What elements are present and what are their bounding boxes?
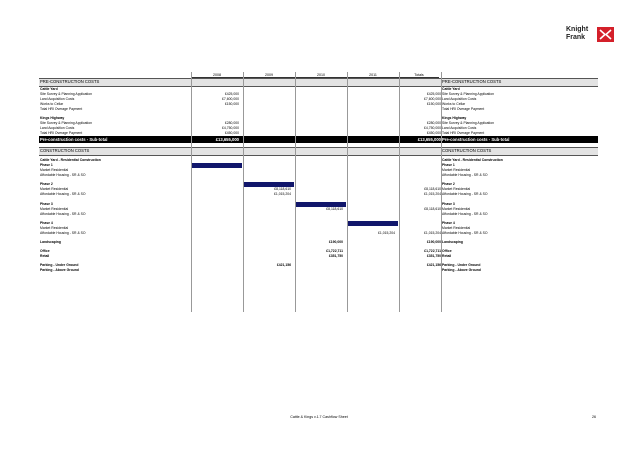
year-2008: 2008 [213, 73, 221, 77]
value-total: £1,722,711 [424, 249, 441, 254]
row-landscaping [39, 240, 598, 245]
year-totals: Totals [414, 73, 424, 77]
subtotal-total: £13,655,000 [417, 137, 441, 143]
value-2010: £351,750 [328, 254, 343, 259]
value-2008: £4,750,000 [222, 126, 239, 131]
table-row [39, 173, 598, 178]
row-label: Land Acquisition Costs [40, 96, 75, 101]
row-label-right: Total HRI Overage Payment [442, 106, 485, 111]
value-total: £150,000 [426, 101, 441, 106]
row-label: Site Survey & Planning Application [40, 121, 93, 126]
parking-under-label-right: Parking - Under Ground [442, 263, 481, 268]
knight-frank-logo [566, 26, 626, 48]
subtotal-label-right: Pre-construction costs - Sub-total [442, 137, 510, 143]
row-label: Affordable Housing - SR & SO [40, 192, 86, 197]
parking-above-label: Parking - Above Ground [40, 268, 79, 273]
phase-1-title-right: Phase 1 [442, 162, 455, 167]
row-label: Affordable Housing - SR & SO [40, 230, 86, 235]
year-2011: 2011 [369, 73, 377, 77]
value-2008: £450,000 [224, 131, 239, 136]
table-row [39, 231, 598, 236]
retail-label: Retail [40, 254, 50, 259]
row-label: Total HRI Overage Payment [40, 131, 83, 136]
logo-line-1: Knight [566, 26, 589, 33]
value-total: £280,000 [426, 121, 441, 126]
row-label-right: Total HRI Overage Payment [442, 131, 485, 136]
value-2010: £8,118,610 [326, 206, 343, 211]
cattle-yard-label-right: Cattle Yard [442, 86, 460, 91]
pre-construction-header [39, 78, 598, 87]
row-label: Site Survey & Planning Application [40, 91, 93, 96]
parking-under-label: Parking - Under Ground [40, 263, 79, 268]
office-label-right: Office [442, 249, 452, 254]
pre-construction-title-right: PRE-CONSTRUCTION COSTS [442, 79, 502, 84]
footer-text: Cattle & Kings v.1.7 Cashflow Sheet [290, 415, 348, 419]
row-label-right: Market Residential [442, 168, 471, 173]
retail-label-right: Retail [442, 254, 452, 259]
subtotal-label: Pre-construction costs - Sub-total [40, 137, 108, 143]
value-total: £450,000 [426, 131, 441, 136]
value-total: £190,000 [426, 240, 441, 245]
phase-4-title: Phase 4 [40, 220, 53, 225]
row-label-right: Works to Cellar [442, 101, 466, 106]
value-2009: £1,015,204 [274, 192, 291, 197]
phase-3-title-right: Phase 3 [442, 201, 455, 206]
kings-highway-label-right: Kings Highway [442, 115, 467, 120]
logo-mark-icon [597, 27, 614, 42]
value-2008: £150,000 [224, 101, 239, 106]
phase-2-title: Phase 2 [40, 182, 53, 187]
cattle-yard-label: Cattle Yard [40, 86, 58, 91]
construction-title-right: CONSTRUCTION COSTS [442, 148, 492, 154]
value-total: £421,156 [426, 263, 441, 268]
column-divider [191, 72, 192, 312]
row-label-right: Land Acquisition Costs [442, 126, 477, 131]
logo-text [566, 26, 588, 42]
row-label: Market Residential [40, 225, 69, 230]
row-label-right: Affordable Housing - SR & SO [442, 192, 488, 197]
value-total: £8,118,610 [424, 187, 441, 192]
value-2008: £425,000 [224, 91, 239, 96]
kings-highway-label: Kings Highway [40, 115, 65, 120]
row-label-right: Site Survey & Planning Application [442, 91, 495, 96]
row-parking-above [39, 268, 598, 273]
row-label-right: Site Survey & Planning Application [442, 121, 495, 126]
row-label-right: Land Acquisition Costs [442, 96, 477, 101]
column-divider [243, 72, 244, 312]
row-label: Total HRI Overage Payment [40, 106, 83, 111]
page-number: 26 [592, 415, 596, 419]
value-2009: £421,156 [276, 263, 291, 268]
phase-2-title-right: Phase 2 [442, 182, 455, 187]
column-divider [295, 72, 296, 312]
value-total: £1,015,204 [424, 230, 441, 235]
value-total: £351,750 [426, 254, 441, 259]
value-2011: £1,015,204 [378, 230, 395, 235]
value-2009: £8,118,610 [274, 187, 291, 192]
row-label-right: Affordable Housing - SR & SO [442, 211, 488, 216]
value-2008: £280,000 [224, 121, 239, 126]
value-total: £7,600,000 [424, 96, 441, 101]
row-label-right: Affordable Housing - SR & SO [442, 230, 488, 235]
column-divider [347, 72, 348, 312]
table-row [39, 107, 598, 112]
value-total: £425,000 [426, 91, 441, 96]
value-total: £1,015,204 [424, 192, 441, 197]
office-label: Office [40, 249, 50, 254]
row-label-right: Affordable Housing - SR & SO [442, 173, 488, 178]
row-label: Market Residential [40, 187, 69, 192]
row-label-right: Market Residential [442, 206, 471, 211]
subtotal-2008: £13,655,000 [215, 137, 239, 143]
value-2010: £1,722,711 [326, 249, 343, 254]
logo-line-2: Frank [566, 34, 586, 41]
cashflow-sheet [39, 72, 598, 274]
landscaping-label: Landscaping [40, 240, 61, 245]
column-divider [441, 72, 442, 312]
table-row [39, 192, 598, 197]
row-label: Market Residential [40, 168, 69, 173]
row-retail [39, 254, 598, 259]
column-divider [399, 72, 400, 312]
row-label: Land Acquisition Costs [40, 126, 75, 131]
parking-above-label-right: Parking - Above Ground [442, 268, 481, 273]
row-label: Market Residential [40, 206, 69, 211]
construction-title-left: CONSTRUCTION COSTS [40, 148, 90, 154]
year-2010: 2010 [317, 73, 325, 77]
phase-3-title: Phase 3 [40, 201, 53, 206]
residential-heading-right: Cattle Yard - Residential Construction [442, 157, 503, 162]
row-label: Works to Cellar [40, 101, 64, 106]
row-label-right: Market Residential [442, 225, 471, 230]
pre-construction-title-left: PRE-CONSTRUCTION COSTS [40, 79, 100, 84]
phase-1-title: Phase 1 [40, 162, 53, 167]
landscaping-label-right: Landscaping [442, 240, 463, 245]
table-row [39, 212, 598, 217]
phase-4-title-right: Phase 4 [442, 220, 455, 225]
value-total: £8,118,610 [424, 206, 441, 211]
row-label: Affordable Housing - SR & SO [40, 173, 86, 178]
residential-heading: Cattle Yard - Residential Construction [40, 157, 101, 162]
pre-construction-subtotal [39, 136, 598, 143]
row-label: Affordable Housing - SR & SO [40, 211, 86, 216]
value-2008: £7,600,000 [222, 96, 239, 101]
construction-header [39, 147, 598, 156]
row-label-right: Market Residential [442, 187, 471, 192]
year-2009: 2009 [265, 73, 273, 77]
value-2010: £190,000 [328, 240, 343, 245]
value-total: £4,750,000 [424, 126, 441, 131]
